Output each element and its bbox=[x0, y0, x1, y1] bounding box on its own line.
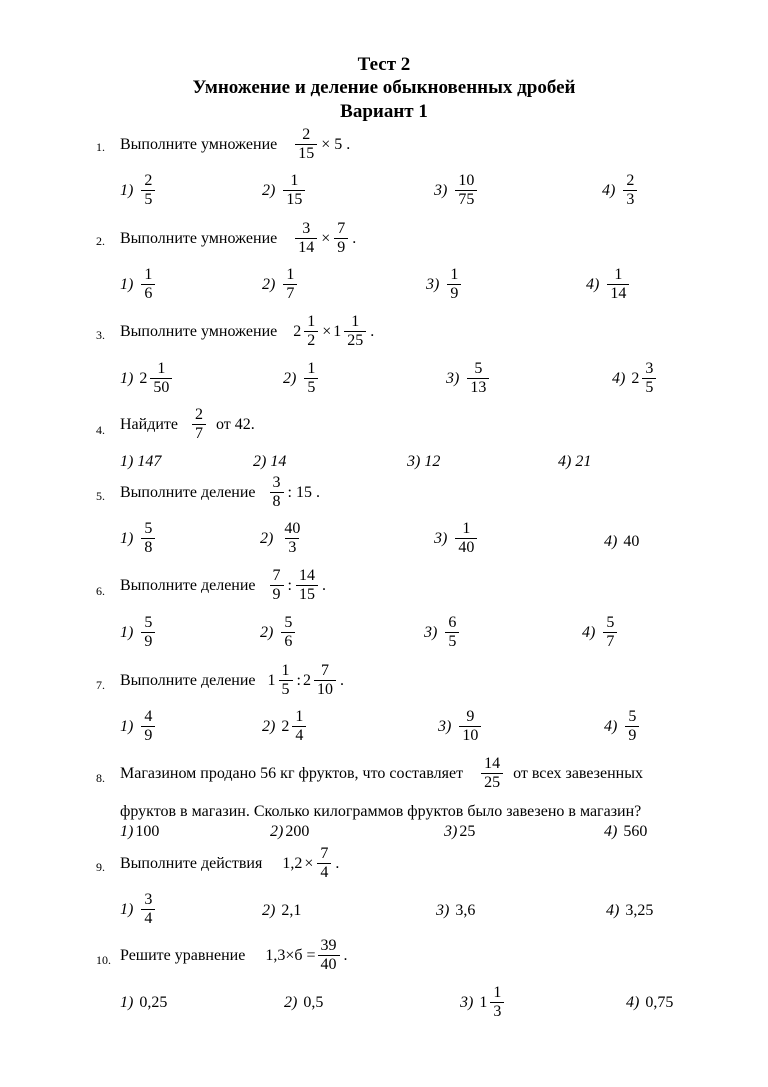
question-text-line-2: фруктов в магазин. Сколько килограммов фруктов было завезено в магазин? bbox=[120, 803, 642, 820]
question-text: Выполните умножение 2 $\frac{1}{2}$ × 1 $\frac{1}{25}$ . bbox=[120, 313, 375, 349]
answer-option-4[interactable]: 4) 40 bbox=[604, 533, 640, 551]
question-text: Выполните действия 1,2 × $\frac{7}{4}$ . bbox=[120, 845, 340, 881]
answer-option-1[interactable]: 1) 147 bbox=[120, 453, 162, 470]
expression: $\frac{7}{9}$ : $\frac{14}{15}$ . bbox=[268, 567, 328, 604]
answer-option-3[interactable]: 3) 1 $\frac{1}{3}$ bbox=[460, 984, 506, 1021]
question-text: Магазином продано 56 кг фруктов, что составляет $\frac{14}{25}$ от всех завезенных bbox=[120, 755, 643, 791]
question-text: Выполните деление $\frac{3}{8}$ : 15 . bbox=[120, 474, 320, 510]
answer-option-2[interactable]: 2) 200 bbox=[270, 823, 310, 841]
answer-option-2[interactable]: 2) $\frac{5}{6}$ bbox=[260, 614, 297, 651]
expression: $\frac{2}{15}$ × 5 . bbox=[293, 126, 352, 163]
answer-option-3[interactable]: 3) 12 bbox=[407, 453, 441, 470]
question-number: 3. bbox=[96, 328, 105, 342]
answer-option-4[interactable]: 4) $\frac{5}{9}$ bbox=[604, 708, 641, 745]
expression: 1,3×б = $\frac{39}{40}$ . bbox=[265, 937, 348, 973]
question-number: 1. bbox=[96, 140, 105, 154]
answer-option-1[interactable]: 1) $\frac{3}{4}$ bbox=[120, 891, 157, 928]
answer-option-3[interactable]: 3) $\frac{10}{75}$ bbox=[434, 172, 479, 209]
question-text: Выполните деление 1 $\frac{1}{5}$ : 2 $\frac{7}{10}$ . bbox=[120, 662, 344, 698]
answer-option-1[interactable]: 1) $\frac{5}{8}$ bbox=[120, 520, 157, 557]
question-number: 7. bbox=[96, 678, 105, 692]
topic-title: Умножение и деление обыкновенных дробей bbox=[192, 77, 576, 98]
question-text: Выполните умножение $\frac{2}{15}$ × 5 . bbox=[120, 126, 351, 162]
answer-option-1[interactable]: 1) $\frac{4}{9}$ bbox=[120, 708, 157, 745]
expression: $\frac{3}{8}$ : 15 . bbox=[268, 474, 322, 511]
expression: 1,2 × $\frac{7}{4}$ . bbox=[282, 845, 340, 881]
answer-option-3[interactable]: 3) $\frac{5}{13}$ bbox=[446, 360, 491, 397]
answer-option-4[interactable]: 4) $\frac{5}{7}$ bbox=[582, 614, 619, 651]
answer-option-4[interactable]: 4) 2 $\frac{3}{5}$ bbox=[612, 360, 658, 397]
answer-option-3[interactable]: 3) 3,6 bbox=[436, 902, 476, 920]
answer-option-1[interactable]: 1) 2 $\frac{1}{50}$ bbox=[120, 360, 174, 397]
answer-option-2[interactable]: 2) 2 $\frac{1}{4}$ bbox=[262, 708, 308, 745]
answer-option-4[interactable]: 4) 560 bbox=[604, 823, 648, 841]
question-number: 6. bbox=[96, 584, 105, 598]
answer-option-2[interactable]: 2) 14 bbox=[253, 453, 287, 470]
answer-option-3[interactable]: 3) $\frac{1}{9}$ bbox=[426, 266, 463, 303]
question-number: 5. bbox=[96, 489, 105, 503]
question-text: Найдите $\frac{2}{7}$ от 42. bbox=[120, 406, 255, 442]
answer-option-3[interactable]: 3) $\frac{9}{10}$ bbox=[438, 708, 483, 745]
answer-option-3[interactable]: 3) $\frac{1}{40}$ bbox=[434, 520, 479, 557]
answer-option-2[interactable]: 2) 2,1 bbox=[262, 902, 302, 920]
answer-option-4[interactable]: 4) 21 bbox=[558, 453, 592, 470]
variant-title: Вариант 1 bbox=[340, 101, 428, 122]
answer-option-1[interactable]: 1) $\frac{2}{5}$ bbox=[120, 172, 157, 209]
answer-option-1[interactable]: 1) 0,25 bbox=[120, 994, 168, 1012]
expression: 1 $\frac{1}{5}$ : 2 $\frac{7}{10}$ . bbox=[267, 662, 344, 698]
answer-option-1[interactable]: 1) 100 bbox=[120, 823, 160, 841]
answer-option-2[interactable]: 2) $\frac{1}{7}$ bbox=[262, 266, 299, 303]
answer-option-2[interactable]: 2) $\frac{1}{15}$ bbox=[262, 172, 307, 209]
answer-option-3[interactable]: 3) 25 bbox=[444, 823, 476, 841]
answer-option-1[interactable]: 1) $\frac{5}{9}$ bbox=[120, 614, 157, 651]
question-text: Выполните умножение $\frac{3}{14}$ × $\frac{7}{9}$ . bbox=[120, 220, 357, 256]
question-number: 10. bbox=[96, 953, 111, 967]
expression: 2 $\frac{1}{2}$ × 1 $\frac{1}{25}$ . bbox=[293, 313, 375, 349]
question-number: 8. bbox=[96, 771, 105, 785]
answer-option-4[interactable]: 4) 0,75 bbox=[626, 994, 674, 1012]
answer-option-4[interactable]: 4) $\frac{2}{3}$ bbox=[602, 172, 639, 209]
question-number: 9. bbox=[96, 860, 105, 874]
answer-option-2[interactable]: 2) 0,5 bbox=[284, 994, 324, 1012]
answer-option-3[interactable]: 3) $\frac{6}{5}$ bbox=[424, 614, 461, 651]
answer-option-1[interactable]: 1) $\frac{1}{6}$ bbox=[120, 266, 157, 303]
answer-option-4[interactable]: 4) $\frac{1}{14}$ bbox=[586, 266, 631, 303]
question-text: Выполните деление $\frac{7}{9}$ : $\frac{14}{15}$ . bbox=[120, 567, 326, 603]
test-title: Тест 2 bbox=[357, 54, 411, 75]
answer-option-2[interactable]: 2) $\frac{40}{3}$ bbox=[260, 520, 301, 556]
answer-option-4[interactable]: 4) 3,25 bbox=[606, 902, 654, 920]
answer-option-2[interactable]: 2) $\frac{1}{5}$ bbox=[283, 360, 320, 397]
question-number: 2. bbox=[96, 234, 105, 248]
question-text: Решите уравнение 1,3×б = $\frac{39}{40}$ . bbox=[120, 937, 348, 973]
question-number: 4. bbox=[96, 423, 105, 437]
expression: $\frac{3}{14}$ × $\frac{7}{9}$ . bbox=[293, 220, 358, 257]
